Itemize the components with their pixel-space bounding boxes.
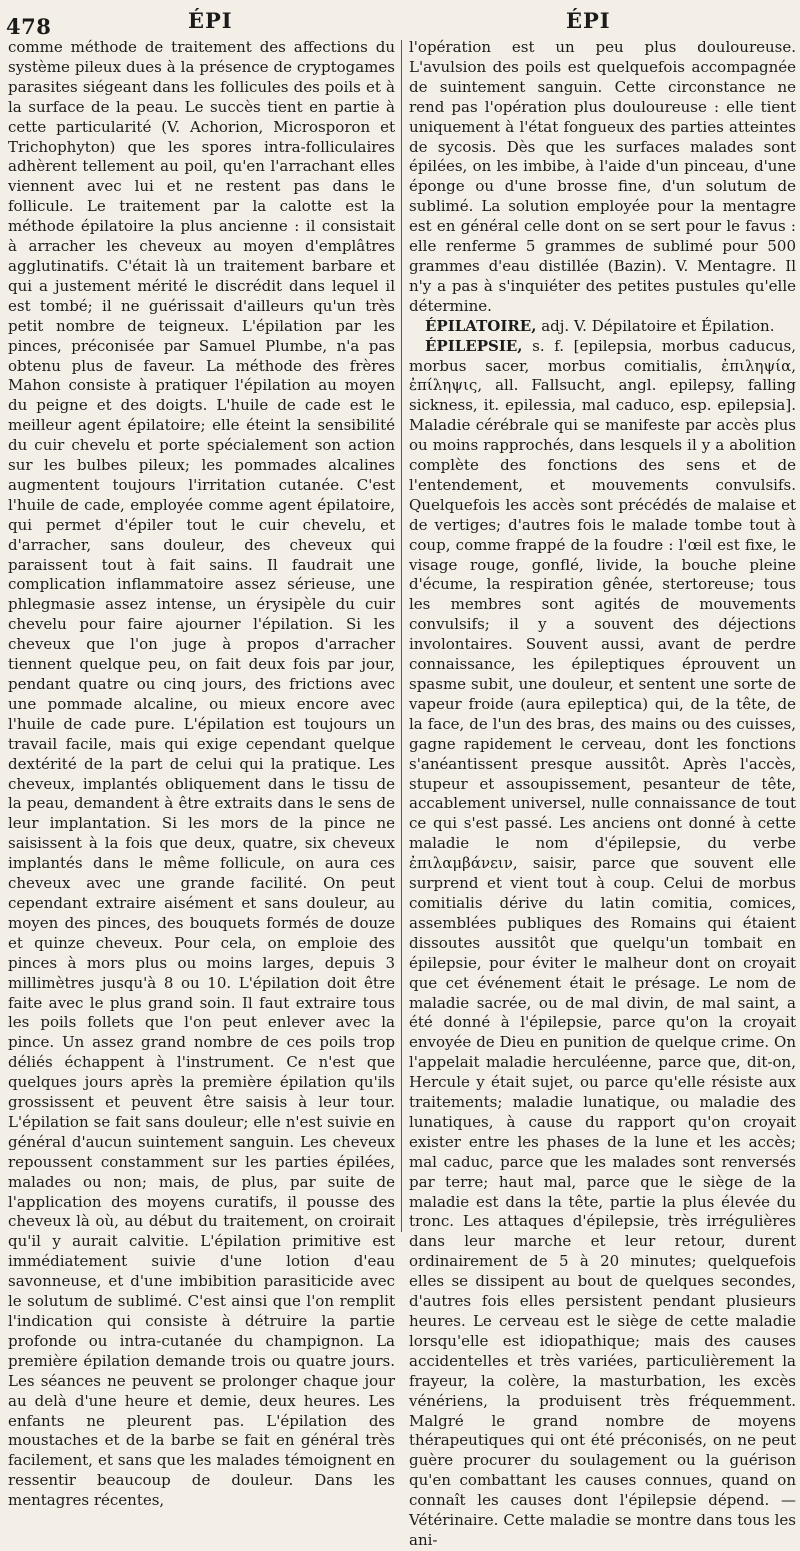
left-column-text: comme méthode de traitement des affections du système pileux dues à la présence de cryptogames parasites siégeant dans les follicules des poils et à la surface de la peau. Le succès tient en partie à cette particularité (V. Achorion, Microsporon et Trichophyton) que les spores intra-folliculaires adhèrent tellement au poil, qu'en l'arrachant elles viennent avec lui et ne restent pas dans le follicule. Le traitement par la calotte est la méthode épilatoire la plus ancienne : il consistait à arracher les cheveux au moyen d'emplâtres agglutinatifs. C'était là un traitement barbare et qui a justement mérité le discrédit dans lequel il est tombé; il ne guérissait d'ailleurs qu'un très petit nombre de teigneux. L'épilation par les pinces, préconisée par Samuel Plumbe, n'a pas obtenu plus de faveur. La méthode des frères Mahon consiste à pratiquer l'épilation au moyen du peigne et des doigts. L'huile de cade est le meilleur agent épilatoire; elle éteint la sensibilité du cuir chevelu et porte spécialement son action sur les bulbes pileux; les pommades alcalines augmentent toujours l'irritation cutanée. C'est l'huile de cade, employée comme agent épilatoire, qui permet d'épiler tout le cuir chevelu, et d'arracher, sans douleur, des cheveux qui paraissent tout à fait sains. Il faudrait une complication inflammatoire assez sérieuse, une phlegmasie assez intense, un érysipèle du cuir chevelu pour faire ajourner l'épilation. Si les cheveux que l'on juge à propos d'arracher tiennent quelque peu, on fait deux fois par jour, pendant quatre ou cinq jours, des frictions avec une pommade alcaline, ou mieux encore avec l'huile de cade pure. L'épilation est toujours un travail facile, mais qui exige cependant quelque dextérité de la part de celui qui la pratique. Les cheveux, implantés obliquement dans le tissu de la peau, demandent à être extraits dans le sens de leur implantation. Si les mors de la pince ne saisissent à la fois que deux, quatre, six cheveux implantés dans le même follicule, on aura ces cheveux avec une grande facilité. On peut cependant extraire aisément et sans douleur, au moyen des pinces, des bouquets formés de douze et quinze cheveux. Pour cela, on emploie des pinces à mors plus ou moins larges, depuis 3 millimètres jusqu'à 8 ou 10. L'épilation doit être faite avec le plus grand soin. Il faut extraire tous les poils follets que l'on peut enlever avec la pince. Un assez grand nombre de ces poils trop déliés échappent à l'instrument. Ce n'est que quelques jours après la première épilation qu'ils grossissent et peuvent être saisis à leur tour. L'épilation se fait sans douleur; elle n'est suivie en général d'aucun suintement sanguin. Les cheveux repoussent constamment sur les parties épilées, malades ou non; mais, de plus, par suite de l'application des moyens curatifs, il pousse des cheveux là où, au début du traitement, on croirait qu'il y aurait calvitie. L'épilation primitive est immédiatement suivie d'une lotion d'eau savonneuse, et d'une imbibition parasiticide avec le solutum de sublimé. C'est ainsi que l'on remplit l'indication qui consiste à détruire la partie profonde ou intra-cutanée du champignon. La première épilation demande trois ou quatre jours. Les séances ne peuvent se prolonger chaque jour au delà d'une heure et demie, deux heures. Les enfants ne pleurent pas. L'épilation des moustaches et de la barbe se fait en général très facilement, et sans que les malades témoignent en ressentir beaucoup de douleur. Dans les mentagres récentes, — [8, 38, 395, 1510]
page-number: 478 — [6, 14, 52, 39]
entry-epilepsie — [409, 337, 796, 1551]
entry-epilepsie-text: s. f. [epilepsia, morbus caducus, morbus sacer, morbus comitialis, ἐπιληψία, ἐπίληψις, all. Fallsucht, angl. epilepsy, falling sickness, it. epilessia, mal caduco, esp. epilepsia]. Maladie cérébrale qui se manifeste par accès plus ou moins rapprochés, dans lesquels il y a abolition complète des fonctions des sens et de l'entendement, et mouvements convulsifs. Quelquefois les accès sont précédés de malaise et de vertiges; d'autres fois le malade tombe tout à coup, comme frappé de la foudre : l'œil est fixe, le visage rouge, gonflé, livide, la bouche pleine d'écume, la respiration gênée, stertoreuse; tous les membres sont agités de mouvements convulsifs; il y a souvent des déjections involontaires. Souvent aussi, avant de perdre connaissance, les épileptiques éprouvent un spasme subit, une douleur, et sentent une sorte de vapeur froide (aura epileptica) qui, de la tête, de la face, de l'un des bras, des mains ou des cuisses, gagne rapidement le cerveau, dont les fonctions s'anéantissent presque aussitôt. Après l'accès, stupeur et assoupissement, pesanteur de tête, accablement universel, nulle connaissance de tout ce qui s'est passé. Les anciens ont donné à cette maladie le nom d'épilepsie, du verbe ἐπιλαμβάνειν, saisir, parce que souvent elle surprend et vient tout à coup. Celui de morbus comitialis dérive du latin comitia, comices, assemblées publiques des Romains qui étaient dissoutes aussitôt que quelqu'un tombait en épilepsie, pour éviter le malheur dont on croyait que cet événement était le présage. Le nom de maladie sacrée, ou de mal divin, de mal saint, a été donné à l'épilepsie, parce qu'on la croyait envoyée de Dieu en punition de quelque crime. On l'appelait maladie herculéenne, parce que, dit-on, Hercule y était sujet, ou parce qu'elle résiste aux traitements; maladie lunatique, ou maladie des lunatiques, à cause du rapport qu'on croyait exister entre les phases de la lune et les accès; mal caduc, parce que les malades sont renversés par terre; haut mal, parce que le siège de la maladie est dans la tête, partie la plus élevée du tronc. Les attaques d'épilepsie, très irrégulières dans leur marche et leur retour, durent ordinairement de 5 à 20 minutes; quelquefois elles se dissipent au bout de quelques secondes, d'autres fois elles persistent pendant plusieurs heures. Le cerveau est le siège de cette maladie lorsqu'elle est idiopathique; mais des causes accidentelles et très variées, particulièrement la frayeur, la colère, la masturbation, les excès vénériens, la produisent très fréquemment. Malgré le grand nombre de moyens thérapeutiques qui ont été préconisés, on ne peut guère procurer du soulagement ou la guérison qu'en combattant les causes connues, quand on connaît les causes dont l'épilepsie dépend. — Vétérinaire. Cette maladie se montre dans tous les ani- — [409, 336, 796, 1549]
page-header — [0, 4, 800, 38]
running-head-right: ÉPI — [566, 8, 611, 33]
running-head-left: ÉPI — [188, 8, 233, 33]
right-column-intro: l'opération est un peu plus douloureuse. L'avulsion des poils est quelquefois accompagnée de suintement sanguin. Cette circonstance ne rend pas l'opération plus douloureuse : elle tient uniquement à l'état fongueux des parties atteintes de sycosis. Dès que les surfaces malades sont épilées, on les imbibe, à l'aide d'un pinceau, d'une éponge ou d'une brosse fine, d'un solutum de sublimé. La solution employée pour la mentagre est en général celle dont on se sert pour le favus : elle renferme 5 grammes de sublimé pour 500 grammes d'eau distillée (Bazin). V. Mentagre. Il n'y a pas à s'inquiéter des petites pustules qu'elle détermine. — [409, 38, 796, 315]
entry-epilatoire-text: adj. V. Dépilatoire et Épilation. — [536, 316, 775, 335]
column-divider — [401, 40, 402, 1232]
left-column — [8, 38, 395, 1510]
entry-epilatoire — [409, 317, 796, 337]
entry-epilepsie-headword: ÉPILEPSIE, — [425, 336, 523, 355]
entry-epilatoire-headword: ÉPILATOIRE, — [425, 316, 537, 335]
right-column — [409, 38, 796, 1549]
